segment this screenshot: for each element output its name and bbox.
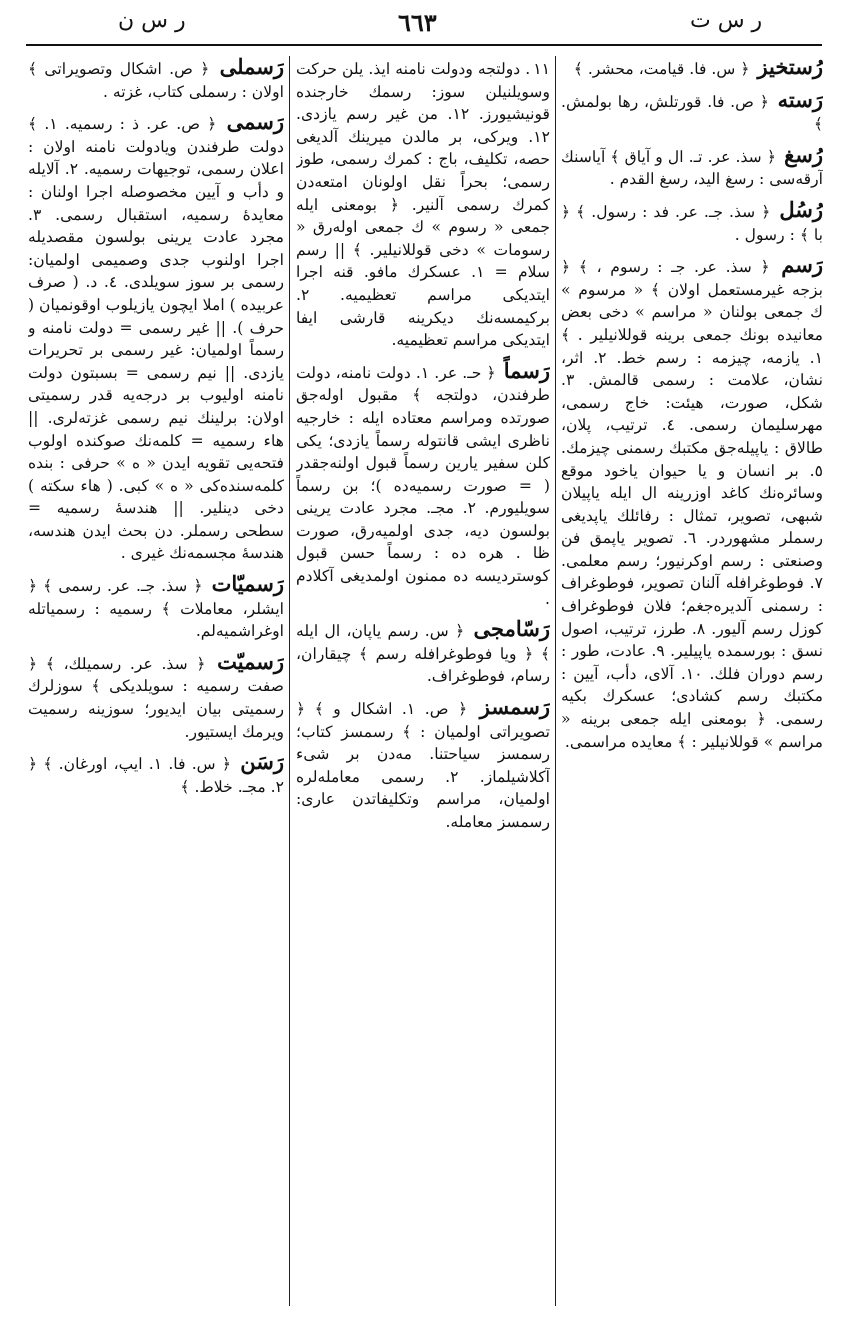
entry-headword: رُسُل bbox=[779, 196, 823, 222]
entry-text: ﴿ حـ. عر. ١. دولت نامنه، دولت طرفندن، دولتجه ﴾ مقبول اوله‌جق صورتده ومراسم معتاده ایله : خارجیه ناظری ایشی قانتوله رسماً یازدی؛ یكی كلن سفیر یارین رسماً قبول اولنه‌جقدر ( = صورت رسمیه‌ده )؛ بن رسماً سویلیورم. ٢. مجـ. مجرد عادت یرینی بولسون دیه، جدی اولمیه‌رق، صورت ظا . هره ده : رسماً حسن قبول كوستردیسه ده ممنون اولمدیغی آكلادم . bbox=[296, 363, 550, 608]
entry-text: ﴿ س. فا. قیامت، محشر. ﴾ bbox=[573, 60, 750, 78]
entry-headword: رَسمسز bbox=[479, 694, 550, 720]
entry-text: ﴿ سذ. جـ. عر. فد : رسول. ﴾ ﴿ با ﴾ : رسول . bbox=[561, 202, 823, 244]
dictionary-entry bbox=[296, 618, 550, 688]
entry-text: ﴿ س. رسم یاپان، ال ایله ﴾ ﴿ ویا فوطوغرافله رسم ﴾ چیقاران، رسام، فوطوغراف. bbox=[296, 622, 550, 686]
entry-headword: رُسغ bbox=[784, 141, 823, 167]
entry-text: ﴿ ص. ١. اشكال و ﴾ ﴿ تصویراتی اولمیان : ﴾ رسمسز كتاب؛ رسمسز سیاحتنا. مه‌دن بر شیء آكلاشیلماز. ٢. رسمی معامله‌لره اولمیان، مراسم وتكلیفاتدن عاری: رسمسز معامله. bbox=[296, 700, 550, 831]
header-rule bbox=[26, 44, 822, 46]
entry-headword: رُستخیز bbox=[757, 56, 823, 79]
dictionary-entry bbox=[28, 573, 284, 643]
entry-headword: رَسمی bbox=[226, 109, 284, 135]
entry-headword: رَسَن bbox=[240, 749, 284, 775]
entry-headword: رَسمیّت bbox=[217, 648, 284, 674]
dictionary-entry bbox=[561, 86, 823, 136]
column-center bbox=[296, 56, 550, 1306]
page-number: ٦٦٣ bbox=[398, 8, 437, 37]
entry-text: ﴿ س. فا. ١. ایپ، اورغان. ﴾ ﴿ ٢. مجـ. خلاط. ﴾ bbox=[28, 755, 284, 796]
dictionary-entry bbox=[296, 357, 550, 611]
entry-headword: رَسته bbox=[777, 86, 823, 112]
dictionary-entry bbox=[296, 696, 550, 834]
dictionary-entry bbox=[28, 111, 284, 565]
entry-text: ﴿ ص. اشكال وتصویراتی ﴾ اولان : رسملی كتاب، غزته . bbox=[28, 60, 284, 101]
header-right-letters: ر س ت bbox=[690, 8, 763, 33]
column-right bbox=[561, 56, 823, 1306]
entry-text: ﴿ سذ. عر. تـ. ال و آیاق ﴾ آیاسنك آرقه‌سی : رسغ الید، رسغ القدم . bbox=[561, 147, 823, 189]
column-separator-left bbox=[289, 56, 290, 1306]
column-separator-right bbox=[555, 56, 556, 1306]
entry-headword: رَسمیّات bbox=[211, 571, 284, 597]
entry-text: ١١. دولتجه ودولت نامنه ایذ. یلن حركت وسویلنیلن سوز: رسمك خارجنده قونیشیورز. ١٢. من غیر رسم یازدی. ١٢. ویركی، بر مالدن میرینك آلدیغی حصه، تكلیف، باج : كمرك رسمی، طوز رسمی؛ بحراً نقل اولونان امتعه‌دن كمرك رسمی آلنیر. ﴿ بومعنی ایله جمعی « رسوم » ك جمعی اوله‌رق « رسومات » دخی قوللانیلیر. ﴾ || رسم سلام = ١. عسكرك مافو. قنه اجرا ایتدیكی مراسم تعظیمیه. ٢. بركیمسه‌نك دیكرینه قارشی ایفا ایتدیكی مراسم تعظیمیه. bbox=[296, 60, 550, 350]
page-header bbox=[0, 0, 842, 46]
entry-headword: رَسماً bbox=[503, 357, 550, 383]
dictionary-entry bbox=[561, 141, 823, 191]
entry-text: ﴿ ص. عر. ذ : رسمیه. ١. ﴾ دولت طرفندن ویادولت نامنه اولان : اعلان رسمی، توجیهات رسمیه. ٢. آلایله و دأب و آیین مخصوصله اجرا اولنان : معایدهٔ رسمیه، استقبال رسمی. ٣. مجرد عادت یرینی بولسون مقصدیله اجرا اولنوب جدی وصمیمی اولمیان: رسمی بر سوز سویلدی. ٤. د. ( صرف عربیده ) املا ایچون یازیلوب اوقونمیان ( حرف ). || غیر رسمی = دولت نامنه و رسماً اولمیان: غیر رسمی بر تحریرات یازدی. || نیم رسمی = بسبتون دولت نامنه اولیوب بر درجه‌یه قدر رسمیتی اولان: برلینك نیم رسمی غزته‌لری. || هاء رسمیه = كلمه‌نك صوكنده اولوب فتحه‌یی تقویه ایدن « ه » حرفی : بنده كلمه‌سنده‌كی « ه » كبی. ( هاء سكته ) دخی دینلیر. || هندسهٔ رسمیه = سطحی رسملر. دن بحث ایدن هندسه، هندسهٔ مجسمه‌نك غیری . bbox=[28, 115, 284, 563]
header-left-letters: ر س ن bbox=[118, 8, 186, 33]
entry-text: ﴿ سذ. عر. جـ : رسوم ، ﴾ ﴿ بزجه غیرمستعمل اولان ﴾ « مرسوم » ك جمعی بولنان « مراسم » دخی بعض معانیده بونك جمعی برینه قوللانیلیر . ﴾ ١. یازمه، چیزمه : رسم خط. ٢. اثر، نشان، علامت : رسمی قالمش. ٣. شكل، صورت، هیئت: خاج رسمی، مهرسلیمان رسمی. ٤. ترتیب، پلان، طالاق : یاپیله‌جق مكتبك رسمنی چیزمك. ٥. بر انسان و یا حیوان یاخود موقع وسائره‌نك كاغد اوزرینه ال ایله یاپیلان شبهی، تصویر، تمثال : رفائلك یاپدیغی رسملر مشهوردر. ٦. تصویر یاپمق فن وصنعتی : رسم اوكرنیور؛ رسم معلمی. ٧. فوطوغرافله آلنان تصویر، فوطوغراف : رسمنی آلدیره‌جغم؛ فلان فوطوغراف كوزل رسم آلیور. ٨. طرز، ترتیب، اصول نسق : بورسمده یاپیلیر. ٩. عادت، طور : رسم دوران فلك. ١٠. آلای، دأب، آیین : مكتبك رسم كشادی؛ عسكرك بكیه رسمی. ﴿ بومعنی ایله جمعی برینه « مراسم » قوللانیلیر : ﴾ معایده مراسمی. bbox=[561, 258, 823, 751]
dictionary-entry bbox=[296, 56, 550, 352]
dictionary-entry bbox=[28, 56, 284, 103]
dictionary-entry bbox=[28, 648, 284, 743]
entry-headword: رَسم bbox=[781, 252, 823, 278]
entry-headword: رَسّامجی bbox=[473, 616, 550, 642]
dictionary-entry bbox=[28, 751, 284, 798]
entry-text: ﴿ سذ. جـ. عر. رسمی ﴾ ﴿ ایشلر، معاملات ﴾ رسمیه : رسمیاتله اوغراشمیه‌لم. bbox=[28, 577, 284, 641]
dictionary-entry bbox=[561, 254, 823, 753]
column-left bbox=[28, 56, 284, 1306]
dictionary-entry bbox=[561, 56, 823, 81]
entry-text: ﴿ ص. فا. قورتلش، رها بولمش. ﴾ bbox=[561, 92, 823, 134]
dictionary-entry bbox=[561, 196, 823, 246]
entry-text: ﴿ سذ. عر. رسمیلك، ﴾ ﴿ صفت رسمیه : سویلدیكی ﴾ سوزلرك رسمیتی بیان ایدیور؛ سوزینه رسمیت ویرمك ایستیور. bbox=[28, 654, 284, 741]
entry-headword: رَسملی bbox=[219, 56, 284, 79]
